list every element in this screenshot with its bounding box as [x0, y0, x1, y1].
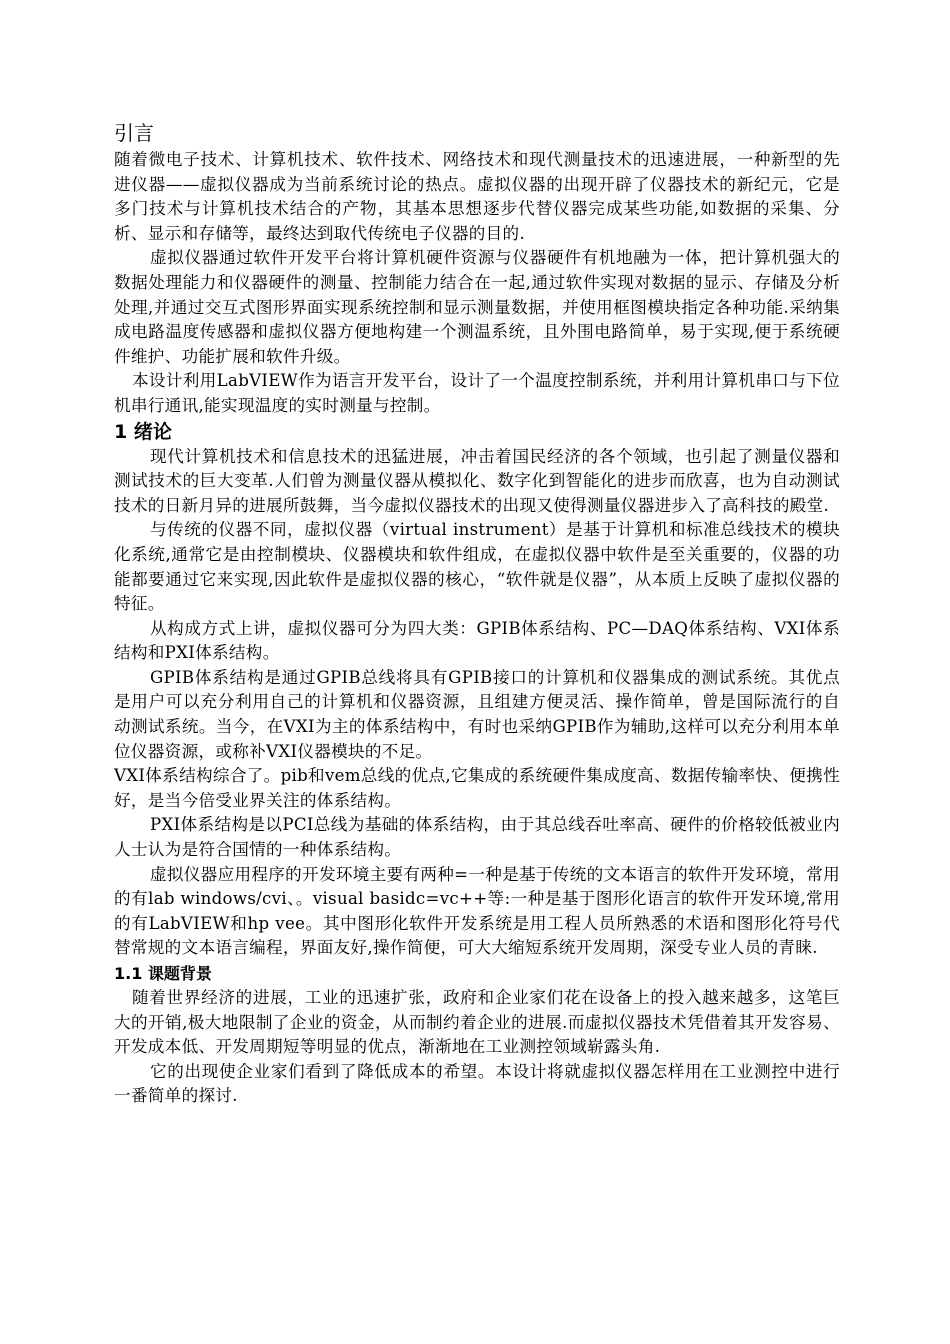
intro-heading: 引言	[114, 121, 154, 145]
chapter-1-paragraph-3: 从构成方式上讲，虚拟仪器可分为四大类：GPIB体系结构、PC—DAQ体系结构、VXI体系结构和PXI体系结构。	[114, 618, 840, 663]
intro-paragraph-3: 本设计利用LabVIEW作为语言开发平台，设计了一个温度控制系统，并利用计算机串口与下位机串行通讯,能实现温度的实时测量与控制。	[114, 371, 840, 415]
chapter-1-paragraph-4: GPIB体系结构是通过GPIB总线将具有GPIB接口的计算机和仪器集成的测试系统。其优点是用户可以充分利用自己的计算机和仪器资源，且组建方便灵活、操作简单，曾是国际流行的自动测试系统。当今，在VXI为主的体系结构中，有时也采纳GPIB作为辅助,这样可以充分利用本单位仪器资源，或称补VXI仪器模块的不足。	[114, 667, 840, 761]
chapter-1-paragraph-6: PXI体系结构是以PCI总线为基础的体系结构，由于其总线吞吐率高、硬件的价格较低被业内人士认为是符合国情的一种体系结构。	[114, 815, 840, 860]
chapter-1-paragraph-5: VXI体系结构综合了。pib和vem总线的优点,它集成的系统硬件集成度高、数据传输率快、便携性好，是当今倍受业界关注的体系结构。	[114, 766, 840, 810]
chapter-1-paragraph-1: 现代计算机技术和信息技术的迅猛进展，冲击着国民经济的各个领域，也引起了测量仪器和测试技术的巨大变革.人们曾为测量仪器从模拟化、数字化到智能化的进步而欣喜，也为自动测试技术的日新月异的进展所鼓舞，当今虚拟仪器技术的出现又使得测量仪器进步入了高科技的殿堂.	[114, 446, 840, 515]
intro-paragraph-1: 随着微电子技术、计算机技术、软件技术、网络技术和现代测量技术的迅速进展，一种新型的先进仪器——虚拟仪器成为当前系统讨论的热点。虚拟仪器的出现开辟了仪器技术的新纪元，它是多门技术与计算机技术结合的产物，其基本思想逐步代替仪器完成某些功能,如数据的采集、分析、显示和存储等，最终达到取代传统电子仪器的目的.	[114, 150, 840, 243]
chapter-1-paragraph-2: 与传统的仪器不同，虚拟仪器（virtual instrument）是基于计算机和标准总线技术的模块化系统,通常它是由控制模块、仪器模块和软件组成，在虚拟仪器中软件是至关重要的，仪器的功能都要通过它来实现,因此软件是虚拟仪器的核心，“软件就是仪器”，从本质上反映了虚拟仪器的特征。	[114, 520, 840, 614]
chapter-1-heading: 1 绪论	[114, 420, 172, 443]
section-1-1-heading: 1.1 课题背景	[114, 964, 212, 983]
intro-paragraph-2: 虚拟仪器通过软件开发平台将计算机硬件资源与仪器硬件有机地融为一体，把计算机强大的数据处理能力和仪器硬件的测量、控制能力结合在一起,通过软件实现对数据的显示、存储及分析处理,并通过交互式图形界面实现系统控制和显示测量数据，并使用框图模块指定各种功能.采纳集成电路温度传感器和虚拟仪器方便地构建一个测温系统，且外围电路简单，易于实现,便于系统硬件维护、功能扩展和软件升级。	[114, 248, 840, 366]
document-body	[114, 120, 840, 1109]
chapter-1-paragraph-7: 虚拟仪器应用程序的开发环境主要有两种=一种是基于传统的文本语言的软件开发环境，常用的有lab windows/cvi、。visual basidc=vc++等:一种是基于图形化语言的软件开发环境,常用的有LabVIEW和hp vee。其中图形化软件开发系统是用工程人员所熟悉的术语和图形化符号代替常规的文本语言编程，界面友好,操作简便，可大大缩短系统开发周期，深受专业人员的青睐.	[114, 864, 840, 958]
section-1-1-paragraph-2: 它的出现使企业家们看到了降低成本的希望。本设计将就虚拟仪器怎样用在工业测控中进行一番简单的探讨.	[114, 1061, 840, 1106]
section-1-1-paragraph-1: 随着世界经济的进展，工业的迅速扩张，政府和企业家们花在设备上的投入越来越多，这笔巨大的开销,极大地限制了企业的资金，从而制约着企业的进展.而虚拟仪器技术凭借着其开发容易、开发成本低、开发周期短等明显的优点，渐渐地在工业测控领域崭露头角.	[114, 988, 840, 1057]
